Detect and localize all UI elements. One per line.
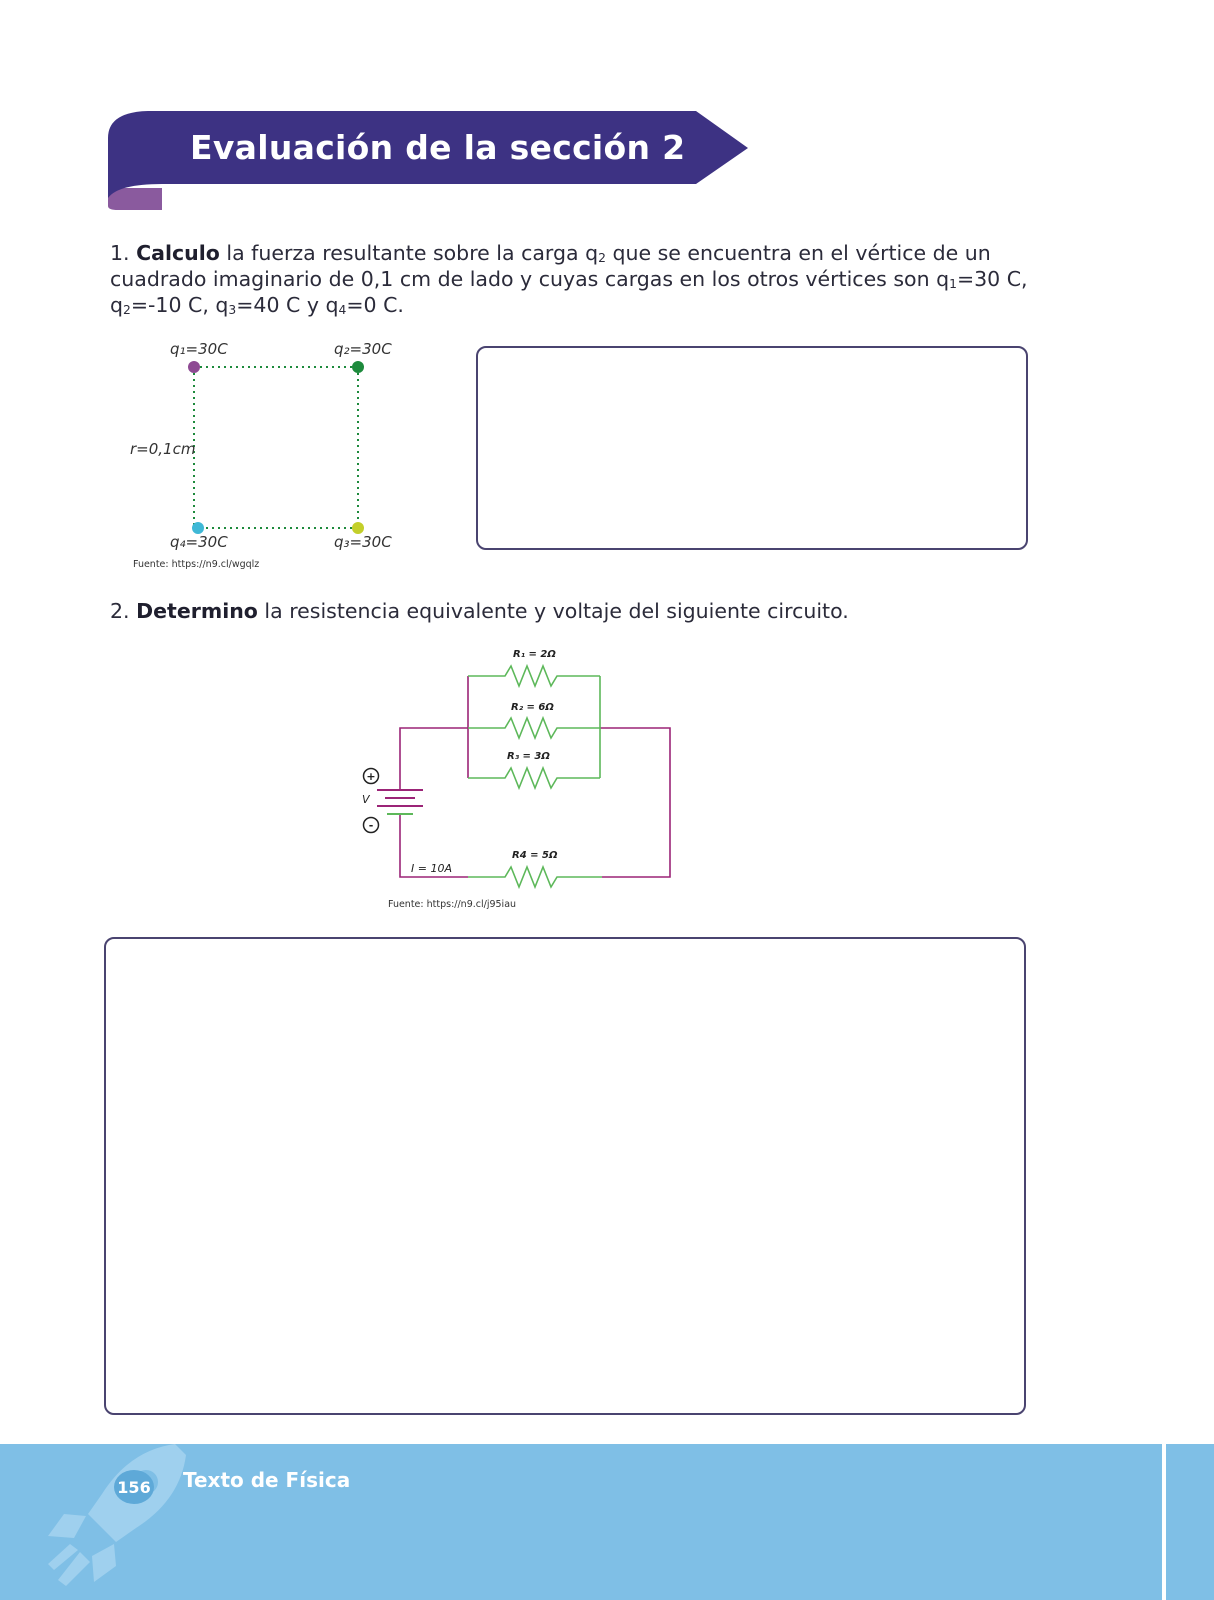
question-verb: Calculo xyxy=(136,241,220,265)
circuit-source: Fuente: https://n9.cl/j95iau xyxy=(388,899,517,910)
resistor-r1 xyxy=(468,666,600,686)
footer-divider xyxy=(1162,1444,1166,1600)
r3-label: R₃ = 3Ω xyxy=(507,751,550,762)
subscript: 3 xyxy=(228,302,237,317)
plus-sign: + xyxy=(366,770,376,783)
battery-icon xyxy=(377,790,423,814)
question-number: 2. xyxy=(110,599,130,623)
label-q2: q₂=30C xyxy=(334,340,392,358)
label-side: r=0,1cm xyxy=(130,440,196,458)
resistor-r2 xyxy=(468,718,600,738)
answer-box-2[interactable] xyxy=(104,937,1026,1415)
label-q4: q₄=30C xyxy=(170,533,228,551)
question-text: que se encuentra en el vértice de un cuadrado imaginario de 0,1 cm de lado y cuyas cargas en los otros vértices son q xyxy=(110,241,991,291)
figure-source: Fuente: https://n9.cl/wgqlz xyxy=(133,559,260,570)
resistor-r3 xyxy=(468,768,600,788)
subscript: 4 xyxy=(338,302,347,317)
question-text: =-10 C, q xyxy=(130,293,229,317)
question-text: la resistencia equivalente y voltaje del siguiente circuito. xyxy=(257,599,849,623)
circuit-diagram xyxy=(355,640,685,900)
page-number-badge: 156 xyxy=(114,1470,154,1504)
section-title: Evaluación de la sección 2 xyxy=(190,128,686,167)
subscript: 2 xyxy=(123,302,131,317)
r1-label: R₁ = 2Ω xyxy=(513,649,556,660)
footer-edge-strip xyxy=(1170,1444,1192,1600)
charge-square-figure xyxy=(100,330,420,580)
charge-q1-dot xyxy=(188,361,200,373)
voltage-label: V xyxy=(362,793,370,806)
current-label: I = 10A xyxy=(411,862,452,875)
charge-q2-dot xyxy=(352,361,364,373)
question-verb: Determino xyxy=(136,599,258,623)
book-title: Texto de Física xyxy=(183,1468,351,1492)
question-text: =0 C. xyxy=(346,293,404,317)
question-2 xyxy=(110,598,1010,624)
rocket-icon xyxy=(40,1440,190,1600)
r2-label: R₂ = 6Ω xyxy=(511,702,554,713)
label-q3: q₃=30C xyxy=(334,533,392,551)
subscript: 2 xyxy=(598,250,606,265)
question-1 xyxy=(110,240,1055,318)
minus-sign: - xyxy=(368,819,374,832)
question-text: =30 C, q xyxy=(110,267,1028,317)
square-edges xyxy=(194,367,358,528)
question-number: 1. xyxy=(110,241,130,265)
label-q1: q₁=30C xyxy=(170,340,228,358)
answer-box-1[interactable] xyxy=(476,346,1028,550)
subscript: 1 xyxy=(949,276,957,291)
resistor-r4 xyxy=(468,867,602,887)
question-text: la fuerza resultante sobre la carga q xyxy=(219,241,599,265)
r4-label: R4 = 5Ω xyxy=(512,850,558,861)
question-text: =40 C y q xyxy=(236,293,339,317)
